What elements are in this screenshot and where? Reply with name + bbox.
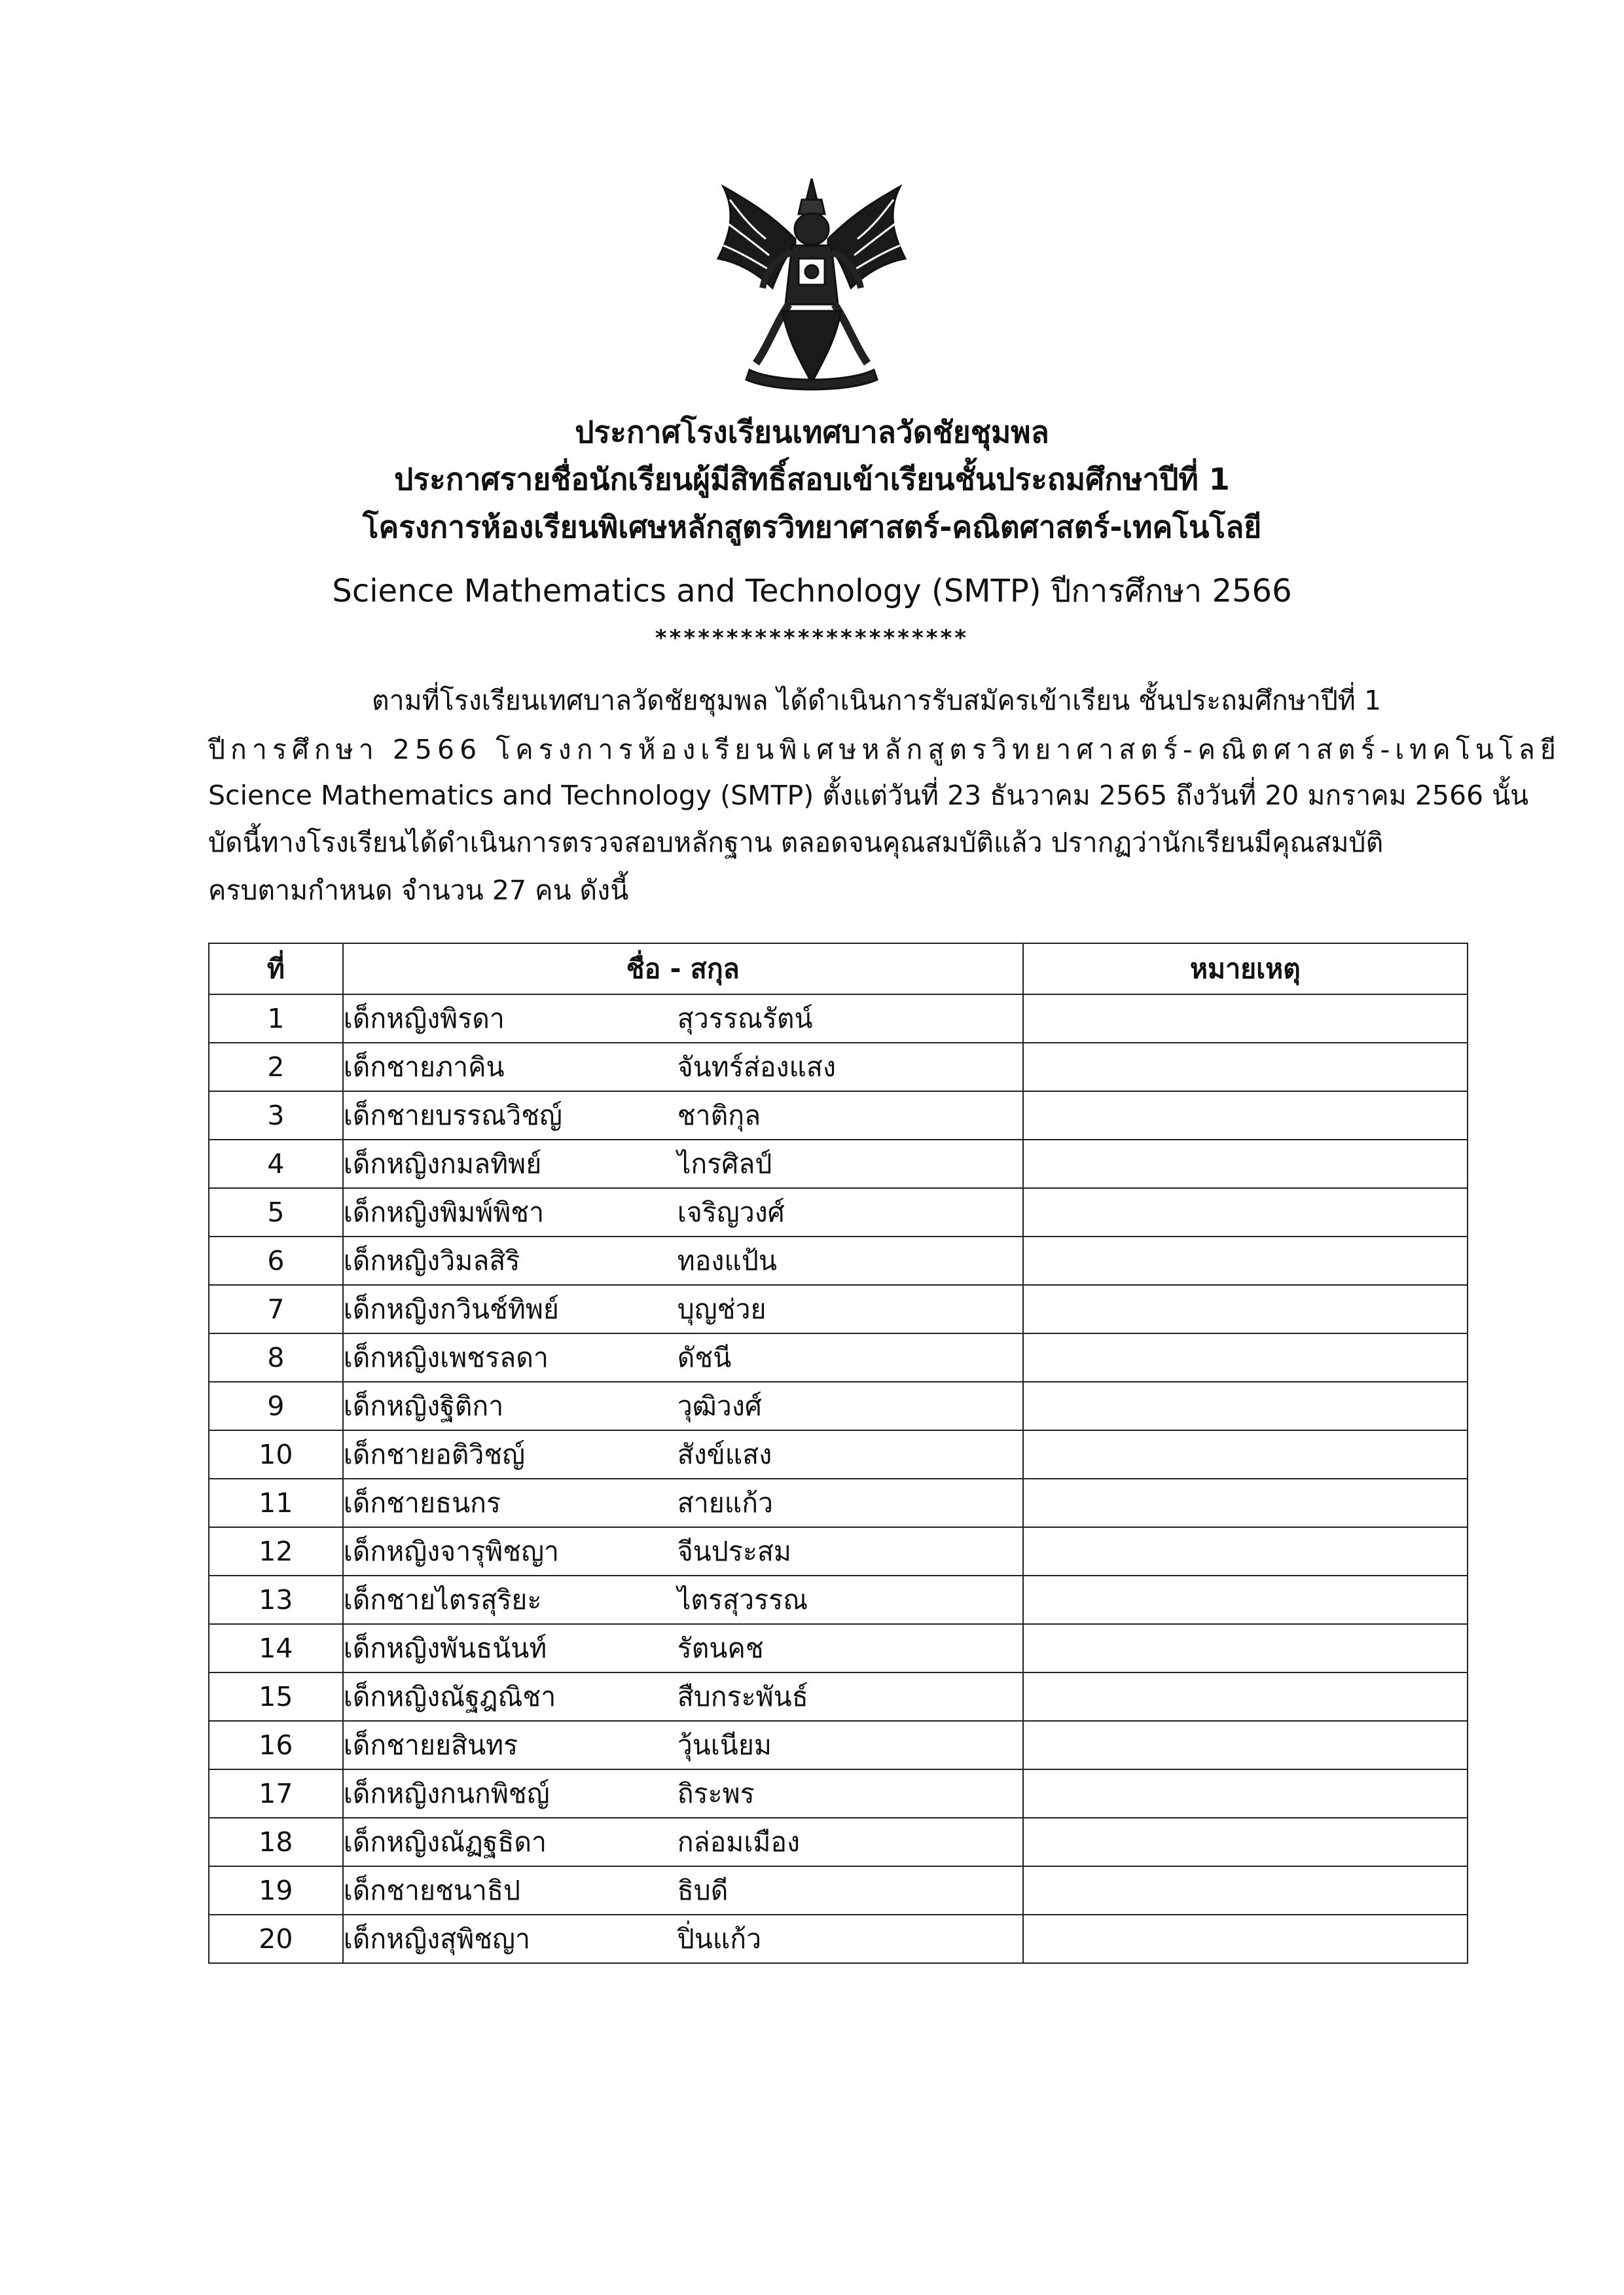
remarks-cell: [1023, 1140, 1468, 1188]
table-row: [209, 1188, 1468, 1237]
student-first-name: เด็กหญิงสุพิชญา: [343, 1923, 531, 1955]
table-row: [209, 1237, 1468, 1285]
remarks-cell: [1023, 1624, 1468, 1672]
student-last-name: สายแก้ว: [677, 1487, 774, 1519]
body-paragraph-line: ปีการศึกษา 2566 โครงการห้องเรียนพิเศษหลักสูตรวิทยาศาสตร์-คณิตศาสตร์-เทคโนโลยี: [208, 734, 1561, 765]
remarks-cell: [1023, 1188, 1468, 1237]
row-number: 20: [209, 1915, 343, 1963]
student-first-name: เด็กชายธนกร: [343, 1487, 501, 1519]
remarks-cell: [1023, 1527, 1468, 1576]
remarks-cell: [1023, 1043, 1468, 1091]
student-last-name: รัตนคช: [677, 1632, 764, 1664]
table-row: [209, 1915, 1468, 1963]
student-last-name: บุญช่วย: [677, 1293, 767, 1325]
remarks-cell: [1023, 1818, 1468, 1866]
column-header-name: ชื่อ - สกุล: [343, 943, 1023, 994]
row-number: 14: [209, 1624, 343, 1672]
student-last-name: สุวรรณรัตน์: [677, 1002, 813, 1034]
table-row: [209, 1430, 1468, 1479]
table-row: [209, 1866, 1468, 1915]
row-number: 3: [209, 1091, 343, 1140]
table-row: [209, 1140, 1468, 1188]
student-first-name: เด็กหญิงกวินช์ทิพย์: [343, 1293, 559, 1325]
garuda-emblem-icon: [710, 173, 913, 396]
table-body: [209, 994, 1468, 1963]
table-header-row: [209, 943, 1468, 994]
student-last-name: ไกรศิลป์: [677, 1148, 772, 1180]
table-row: [209, 1721, 1468, 1769]
table-row: [209, 1624, 1468, 1672]
student-name-cell: [343, 1479, 1023, 1527]
row-number: 10: [209, 1430, 343, 1479]
remarks-cell: [1023, 1382, 1468, 1430]
student-first-name: เด็กหญิงเพชรลดา: [343, 1341, 549, 1373]
table-row: [209, 994, 1468, 1043]
table-row: [209, 1091, 1468, 1140]
student-name-cell: [343, 1285, 1023, 1333]
student-name-cell: [343, 1382, 1023, 1430]
remarks-cell: [1023, 1237, 1468, 1285]
remarks-cell: [1023, 1769, 1468, 1818]
student-first-name: เด็กหญิงพิมพ์พิชา: [343, 1196, 545, 1228]
remarks-cell: [1023, 994, 1468, 1043]
body-paragraph-line: ตามที่โรงเรียนเทศบาลวัดชัยชุมพล ได้ดำเนินการรับสมัครเข้าเรียน ชั้นประถมศึกษาปีที่ 1: [372, 685, 1382, 716]
table-row: [209, 1382, 1468, 1430]
student-name-cell: [343, 1818, 1023, 1866]
row-number: 2: [209, 1043, 343, 1091]
table-row: [209, 1818, 1468, 1866]
student-last-name: จันทร์ส่องแสง: [677, 1051, 836, 1083]
title-separator: **********************: [655, 625, 969, 651]
remarks-cell: [1023, 1285, 1468, 1333]
remarks-cell: [1023, 1915, 1468, 1963]
body-paragraph-line: บัดนี้ทางโรงเรียนได้ดำเนินการตรวจสอบหลักฐาน ตลอดจนคุณสมบัติแล้ว ปรากฏว่านักเรียนมีคุณสมบัติ: [208, 827, 1384, 858]
student-first-name: เด็กหญิงพิรดา: [343, 1002, 505, 1034]
column-header-remarks: หมายเหตุ: [1023, 943, 1468, 994]
student-last-name: ทองแป้น: [677, 1244, 777, 1276]
table-row: [209, 1769, 1468, 1818]
student-first-name: เด็กหญิงพันธนันท์: [343, 1632, 547, 1664]
student-last-name: วุ้นเนียม: [677, 1729, 772, 1761]
row-number: 5: [209, 1188, 343, 1237]
student-first-name: เด็กชายบรรณวิชญ์: [343, 1099, 562, 1131]
student-first-name: เด็กหญิงณัฏฐธิดา: [343, 1826, 547, 1858]
remarks-cell: [1023, 1672, 1468, 1721]
student-name-cell: [343, 1527, 1023, 1576]
column-header-number: ที่: [209, 943, 343, 994]
student-last-name: สังข์แสง: [677, 1438, 772, 1470]
table-row: [209, 1043, 1468, 1091]
student-last-name: ธิบดี: [677, 1874, 729, 1906]
row-number: 11: [209, 1479, 343, 1527]
student-last-name: ชาติกุล: [677, 1099, 761, 1131]
student-last-name: ปิ่นแก้ว: [677, 1923, 762, 1955]
remarks-cell: [1023, 1721, 1468, 1769]
student-first-name: เด็กหญิงกนกพิชญ์: [343, 1777, 550, 1809]
student-name-cell: [343, 1430, 1023, 1479]
student-name-cell: [343, 1915, 1023, 1963]
student-name-cell: [343, 1091, 1023, 1140]
announcement-subtitle: ประกาศรายชื่อนักเรียนผู้มีสิทธิ์สอบเข้าเรียนชั้นประถมศึกษาปีที่ 1: [394, 461, 1230, 497]
table-row: [209, 1333, 1468, 1382]
row-number: 7: [209, 1285, 343, 1333]
row-number: 9: [209, 1382, 343, 1430]
student-name-cell: [343, 1576, 1023, 1624]
table-row: [209, 1527, 1468, 1576]
row-number: 1: [209, 994, 343, 1043]
remarks-cell: [1023, 1430, 1468, 1479]
table-row: [209, 1479, 1468, 1527]
student-last-name: ดัชนี: [677, 1341, 732, 1373]
student-first-name: เด็กหญิงจารุพิชญา: [343, 1535, 560, 1567]
row-number: 15: [209, 1672, 343, 1721]
student-last-name: สืบกระพันธ์: [677, 1680, 808, 1712]
student-first-name: เด็กหญิงฐิติกา: [343, 1390, 504, 1422]
body-paragraph-line: ครบตามกำหนด จำนวน 27 คน ดังนี้: [208, 875, 629, 906]
student-name-cell: [343, 1043, 1023, 1091]
table-row: [209, 1576, 1468, 1624]
program-name-english: Science Mathematics and Technology (SMTP) ปีการศึกษา 2566: [332, 573, 1292, 609]
remarks-cell: [1023, 1866, 1468, 1915]
row-number: 19: [209, 1866, 343, 1915]
row-number: 16: [209, 1721, 343, 1769]
row-number: 6: [209, 1237, 343, 1285]
student-name-cell: [343, 1672, 1023, 1721]
student-first-name: เด็กชายอติวิชญ์: [343, 1438, 526, 1470]
student-first-name: เด็กชายชนาธิป: [343, 1874, 520, 1906]
student-name-cell: [343, 1333, 1023, 1382]
student-first-name: เด็กหญิงณัฐฎณิชา: [343, 1680, 556, 1712]
remarks-cell: [1023, 1479, 1468, 1527]
student-first-name: เด็กหญิงกมลทิพย์: [343, 1148, 542, 1180]
remarks-cell: [1023, 1576, 1468, 1624]
student-last-name: กล่อมเมือง: [677, 1826, 801, 1858]
student-name-cell: [343, 1866, 1023, 1915]
student-last-name: ไตรสุวรรณ: [677, 1583, 808, 1616]
student-name-cell: [343, 994, 1023, 1043]
student-name-cell: [343, 1237, 1023, 1285]
table-row: [209, 1285, 1468, 1333]
student-name-cell: [343, 1769, 1023, 1818]
student-name-cell: [343, 1624, 1023, 1672]
row-number: 12: [209, 1527, 343, 1576]
student-first-name: เด็กชายไตรสุริยะ: [343, 1583, 542, 1616]
student-last-name: จีนประสม: [677, 1535, 791, 1567]
remarks-cell: [1023, 1091, 1468, 1140]
announcement-title: ประกาศโรงเรียนเทศบาลวัดชัยชุมพล: [575, 414, 1049, 450]
student-name-cell: [343, 1188, 1023, 1237]
student-name-cell: [343, 1140, 1023, 1188]
row-number: 18: [209, 1818, 343, 1866]
student-last-name: เจริญวงศ์: [677, 1196, 785, 1228]
remarks-cell: [1023, 1333, 1468, 1382]
table-row: [209, 1672, 1468, 1721]
student-first-name: เด็กชายภาคิน: [343, 1051, 505, 1083]
program-name-thai: โครงการห้องเรียนพิเศษหลักสูตรวิทยาศาสตร์-คณิตศาสตร์-เทคโนโลยี: [362, 509, 1262, 545]
student-first-name: เด็กชายยสินทร: [343, 1729, 518, 1761]
body-paragraph-line: Science Mathematics and Technology (SMTP) ตั้งแต่วันที่ 23 ธันวาคม 2565 ถึงวันที่ 20 มกราคม 2566 นั้น: [208, 780, 1529, 811]
student-roster-table: [208, 943, 1468, 1964]
row-number: 8: [209, 1333, 343, 1382]
row-number: 4: [209, 1140, 343, 1188]
student-last-name: วุฒิวงศ์: [677, 1390, 762, 1422]
student-last-name: ถิระพร: [677, 1777, 755, 1809]
student-first-name: เด็กหญิงวิมลสิริ: [343, 1244, 520, 1276]
row-number: 17: [209, 1769, 343, 1818]
student-name-cell: [343, 1721, 1023, 1769]
row-number: 13: [209, 1576, 343, 1624]
